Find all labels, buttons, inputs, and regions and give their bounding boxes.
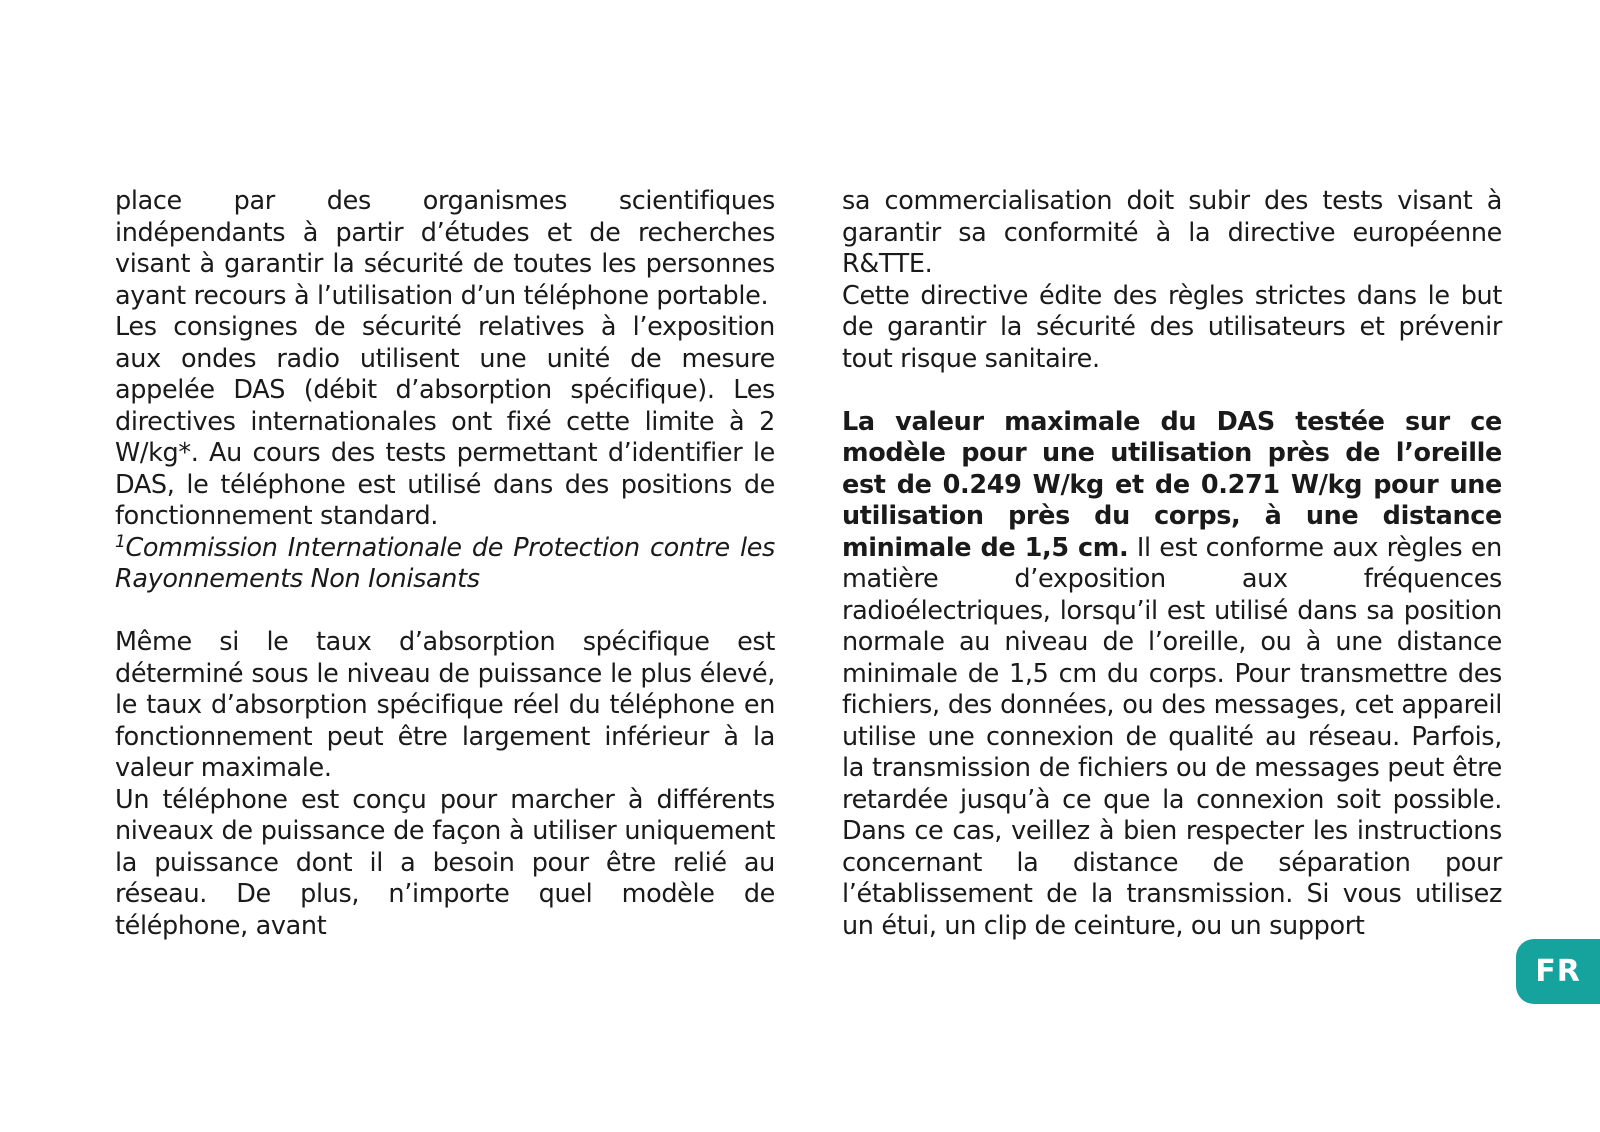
das-conformity-text: Il est conforme aux règles en matière d’exposition aux fréquences radioélectriques, lorsqu’il est utilisé dans sa position normale au niveau de l’oreille, ou à une distance minimale de 1,5 cm du corps. Pour transmettre des fichiers, des données, ou des messages, cet appareil utilise une connexion de qualité au réseau. Parfois, la transmission de fichiers ou de messages peut être retardée jusqu’à ce que la connexion soit possible. Dans ce cas, veillez à bien respecter les instructions concernant la distance de séparation pour l’établissement de la transmission. Si vous utilisez un étui, un clip de ceinture, ou un support bbox=[842, 532, 1502, 941]
paragraph-organismes: place par des organismes scientifiques indépendants à partir d’études et de recherches visant à garantir la sécurité de toutes les personnes ayant recours à l’utilisation d’un téléphone portable. bbox=[115, 186, 775, 311]
paragraph-spacer bbox=[842, 375, 1502, 407]
left-column bbox=[115, 186, 775, 942]
paragraph-taux-absorption: Même si le taux d’absorption spécifique est déterminé sous le niveau de puissance le plus élevé, le taux d’absorption spécifique réel du téléphone en fonctionnement peut être largement inférieur à la valeur maximale. bbox=[115, 627, 775, 783]
paragraph-directive: Cette directive édite des règles strictes dans le but de garantir la sécurité des utilisateurs et prévenir tout risque sanitaire. bbox=[842, 280, 1502, 374]
footnote bbox=[115, 533, 775, 596]
language-tab bbox=[1516, 939, 1600, 1004]
language-tab-label: FR bbox=[1535, 954, 1581, 989]
paragraph-consignes-das: Les consignes de sécurité relatives à l’exposition aux ondes radio utilisent une unité de mesure appelée DAS (débit d’absorption spécifique). Les directives internationales ont fixé cette limite à 2 W/kg*. Au cours des tests permettant d’identifier le DAS, le téléphone est utilisé dans des positions de fonctionnement standard. bbox=[115, 312, 775, 531]
das-values-highlight: La valeur maximale du DAS testée sur ce modèle pour une utilisation près de l’oreille est de 0.249 W/kg et de 0.271 W/kg pour une utilisation près du corps, à une distance minimale de 1,5 cm. bbox=[842, 406, 1502, 563]
footnote-text: Commission Internationale de Protection contre les Rayonnements Non Ionisants bbox=[115, 532, 775, 594]
footnote-marker: 1 bbox=[115, 531, 126, 552]
paragraph-commercialisation: sa commercialisation doit subir des tests visant à garantir sa conformité à la directive européenne R&TTE. bbox=[842, 186, 1502, 279]
right-column bbox=[842, 186, 1502, 942]
paragraph-valeur-das bbox=[842, 407, 1502, 943]
paragraph-spacer bbox=[115, 596, 775, 628]
paragraph-niveaux-puissance: Un téléphone est conçu pour marcher à différents niveaux de puissance de façon à utiliser uniquement la puissance dont il a besoin pour être relié au réseau. De plus, n’importe quel modèle de téléphone, avant bbox=[115, 784, 775, 941]
